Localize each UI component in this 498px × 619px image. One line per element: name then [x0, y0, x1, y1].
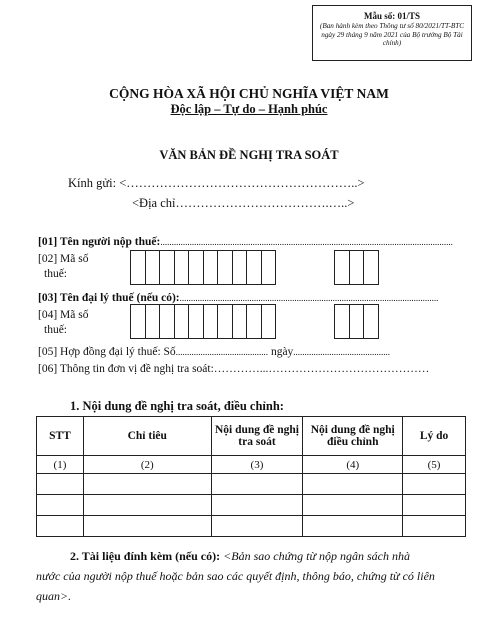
field-03-label: [03] Tên đại lý thuế (nếu có):	[38, 292, 180, 304]
tax-code-grid-2	[130, 304, 275, 339]
tax-code-cell	[174, 250, 190, 285]
section-2-label: 2. Tài liệu đính kèm (nếu có):	[70, 549, 221, 563]
table-cell	[403, 474, 466, 495]
table-cell	[37, 516, 84, 537]
header-review-content: Nội dung đề nghị tra soát	[211, 417, 303, 456]
table-cell	[83, 516, 211, 537]
section-2-text-start: <Bản sao chứng từ nộp ngân sách nhà	[223, 549, 410, 563]
field-05-date-dots: ...........................................	[293, 347, 391, 357]
form-code-box	[312, 5, 472, 61]
recipient-address-line: <Địa chỉ……………………………….…..>	[132, 196, 355, 210]
header-reason: Lý do	[403, 417, 466, 456]
table-number-row	[37, 456, 466, 474]
field-05	[38, 344, 390, 359]
header-indicator: Chỉ tiêu	[83, 417, 211, 456]
field-02-label-line2: thuế:	[44, 268, 67, 280]
tax-code-grid-1	[130, 250, 275, 285]
tax-code-cell	[188, 250, 204, 285]
recipient-line: Kính gửi: <………………………………………………..>	[68, 176, 365, 190]
tax-code-cell	[363, 304, 379, 339]
table-cell	[303, 495, 403, 516]
section-1-title: 1. Nội dung đề nghị tra soát, điều chỉnh:	[70, 399, 284, 413]
section-2-first-line	[70, 546, 470, 566]
tax-code-cell	[261, 250, 277, 285]
tax-code-cell	[174, 304, 190, 339]
table-cell	[211, 495, 303, 516]
table-cell	[83, 495, 211, 516]
table-cell	[211, 474, 303, 495]
field-01	[38, 234, 453, 249]
form-code: Mẫu số: 01/TS	[363, 11, 420, 21]
field-04-label-line2: thuế:	[44, 324, 67, 336]
tax-code-cell	[246, 250, 262, 285]
table-cell	[211, 516, 303, 537]
table-row	[37, 474, 466, 495]
col-number: (1)	[37, 456, 84, 474]
tax-code-cell	[159, 250, 175, 285]
field-05-label: [05] Hợp đồng đại lý thuế: Số	[38, 346, 176, 358]
tax-code-cell	[349, 304, 365, 339]
field-02-label	[38, 252, 88, 282]
table-cell	[403, 495, 466, 516]
tax-code-cell	[145, 304, 161, 339]
tax-code-cell	[334, 250, 350, 285]
field-02-label-line1: [02] Mã số	[38, 253, 89, 265]
col-number: (4)	[303, 456, 403, 474]
field-04-label-line1: [04] Mã số	[38, 309, 89, 321]
col-number: (3)	[211, 456, 303, 474]
tax-code-branch-grid-2	[334, 304, 378, 339]
table-cell	[403, 516, 466, 537]
form-issuance-note: (Ban hành kèm theo Thông tư số 80/2021/TT-BTC ngày 29 tháng 9 năm 2021 của Bộ trưởng Bộ Tài chính)	[319, 22, 465, 47]
section-2-text-continued: nước của người nộp thuế hoặc bản sao các quyết định, thông báo, chứng từ có liên quan>.	[36, 569, 435, 603]
tax-code-cell	[145, 250, 161, 285]
field-03	[38, 290, 438, 305]
table-cell	[303, 516, 403, 537]
field-05-date-label: ngày	[270, 346, 294, 358]
tax-code-cell	[217, 250, 233, 285]
field-03-dots: ...................................................................................................................	[179, 293, 439, 303]
field-01-dots: ..................................................................................................................................	[160, 237, 453, 247]
tax-code-branch-grid-1	[334, 250, 378, 285]
table-row	[37, 516, 466, 537]
tax-code-cell	[246, 304, 262, 339]
motto-text: Độc lập – Tự do – Hạnh phúc	[170, 102, 328, 116]
tax-code-cell	[188, 304, 204, 339]
field-04-label	[38, 308, 88, 338]
field-01-label: [01] Tên người nộp thuế:	[38, 236, 161, 248]
table-row	[37, 495, 466, 516]
tax-code-cell	[334, 304, 350, 339]
table-cell	[37, 495, 84, 516]
field-06	[38, 361, 429, 376]
nation-heading: CỘNG HÒA XÃ HỘI CHỦ NGHĨA VIỆT NAM	[109, 86, 389, 101]
table-cell	[37, 474, 84, 495]
adjustment-table	[36, 416, 466, 537]
field-05-number-dots: .........................................	[175, 347, 268, 357]
field-06-dots: …………...……………………………………	[213, 363, 430, 375]
tax-code-cell	[232, 250, 248, 285]
tax-code-cell	[203, 304, 219, 339]
tax-code-cell	[349, 250, 365, 285]
document-title: VĂN BẢN ĐỀ NGHỊ TRA SOÁT	[159, 148, 339, 162]
field-06-label: [06] Thông tin đơn vị đề nghị tra soát:	[38, 363, 214, 375]
col-number: (2)	[83, 456, 211, 474]
motto-heading	[0, 102, 498, 117]
col-number: (5)	[403, 456, 466, 474]
tax-code-cell	[130, 304, 146, 339]
tax-code-cell	[203, 250, 219, 285]
tax-code-cell	[159, 304, 175, 339]
table-header-row	[37, 417, 466, 456]
tax-code-cell	[261, 304, 277, 339]
tax-code-cell	[217, 304, 233, 339]
header-adjust-content: Nội dung đề nghị điều chỉnh	[303, 417, 403, 456]
tax-code-cell	[232, 304, 248, 339]
tax-code-cell	[130, 250, 146, 285]
table-cell	[303, 474, 403, 495]
tax-code-cell	[363, 250, 379, 285]
table-cell	[83, 474, 211, 495]
header-stt: STT	[37, 417, 84, 456]
